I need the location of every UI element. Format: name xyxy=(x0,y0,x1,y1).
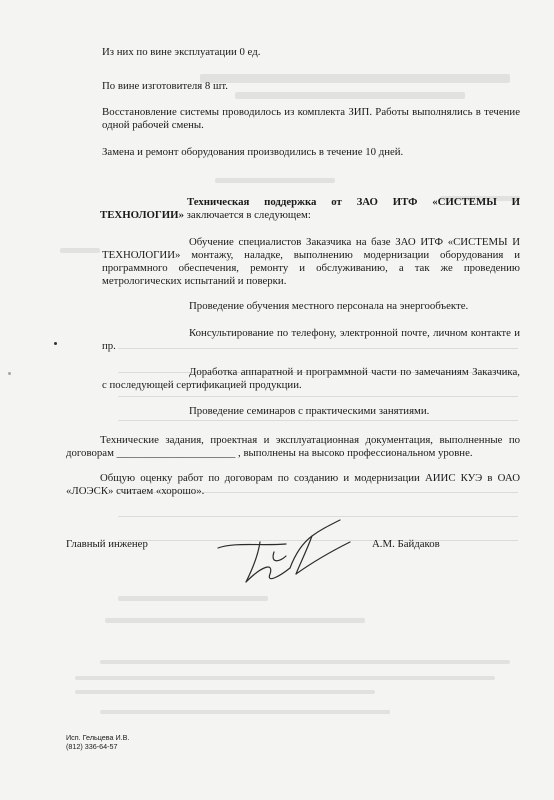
paragraph-restoration: Восстановление системы проводилось из комплекта ЗИП. Работы выполнялись в течение одной рабочей смены. xyxy=(102,106,520,131)
paragraph-support-heading xyxy=(100,196,520,222)
signatory-name: А.М. Байдаков xyxy=(372,538,440,550)
punch-mark xyxy=(8,372,11,375)
paragraph-replacement: Замена и ремонт оборудования производились в течение 10 дней. xyxy=(102,146,404,158)
handwritten-signature xyxy=(200,512,370,592)
paragraph-technical-docs: Технические задания, проектная и эксплуатационная документация, выполненные по договорам ______________________ , выполнены на высоко профессиональном уровне. xyxy=(66,434,520,459)
paragraph-manufacturer-faults: По вине изготовителя 8 шт. xyxy=(102,80,228,92)
list-item-training: Обучение специалистов Заказчика на базе ЗАО ИТФ «СИСТЕМЫ И ТЕХНОЛОГИИ» монтажу, наладке, выполнению модернизации оборудования и программного обеспечения, ремонту и обслуживанию, а так же проведению метрологических испытаний и поверки. xyxy=(102,236,520,287)
executor-name: Исп. Гельцева И.В. xyxy=(66,733,130,742)
signatory-position: Главный инженер xyxy=(66,538,148,550)
support-heading-rest: заключается в следующем: xyxy=(183,209,311,221)
paragraph-overall-assessment: Общую оценку работ по договорам по созданию и модернизации АИИС КУЭ в ОАО «ЛОЭСК» считаем «хорошо». xyxy=(66,472,520,497)
list-item-local-training: Проведение обучения местного персонала на энергообъекте. xyxy=(189,300,469,312)
list-item-hardware-software: Доработка аппаратной и программной части по замечаниям Заказчика, с последующей сертификацией продукции. xyxy=(102,366,520,391)
executor-phone: (812) 336-64-57 xyxy=(66,742,118,751)
support-heading: Техническая поддержка от ЗАО ИТФ «СИСТЕМЫ И ТЕХНОЛОГИИ» xyxy=(100,196,520,221)
punch-mark xyxy=(54,342,57,345)
paragraph-operation-faults: Из них по вине эксплуатации 0 ед. xyxy=(102,46,261,58)
list-item-seminars: Проведение семинаров с практическими занятиями. xyxy=(189,405,430,417)
list-item-consulting: Консультирование по телефону, электронной почте, личном контакте и пр. xyxy=(102,327,520,352)
